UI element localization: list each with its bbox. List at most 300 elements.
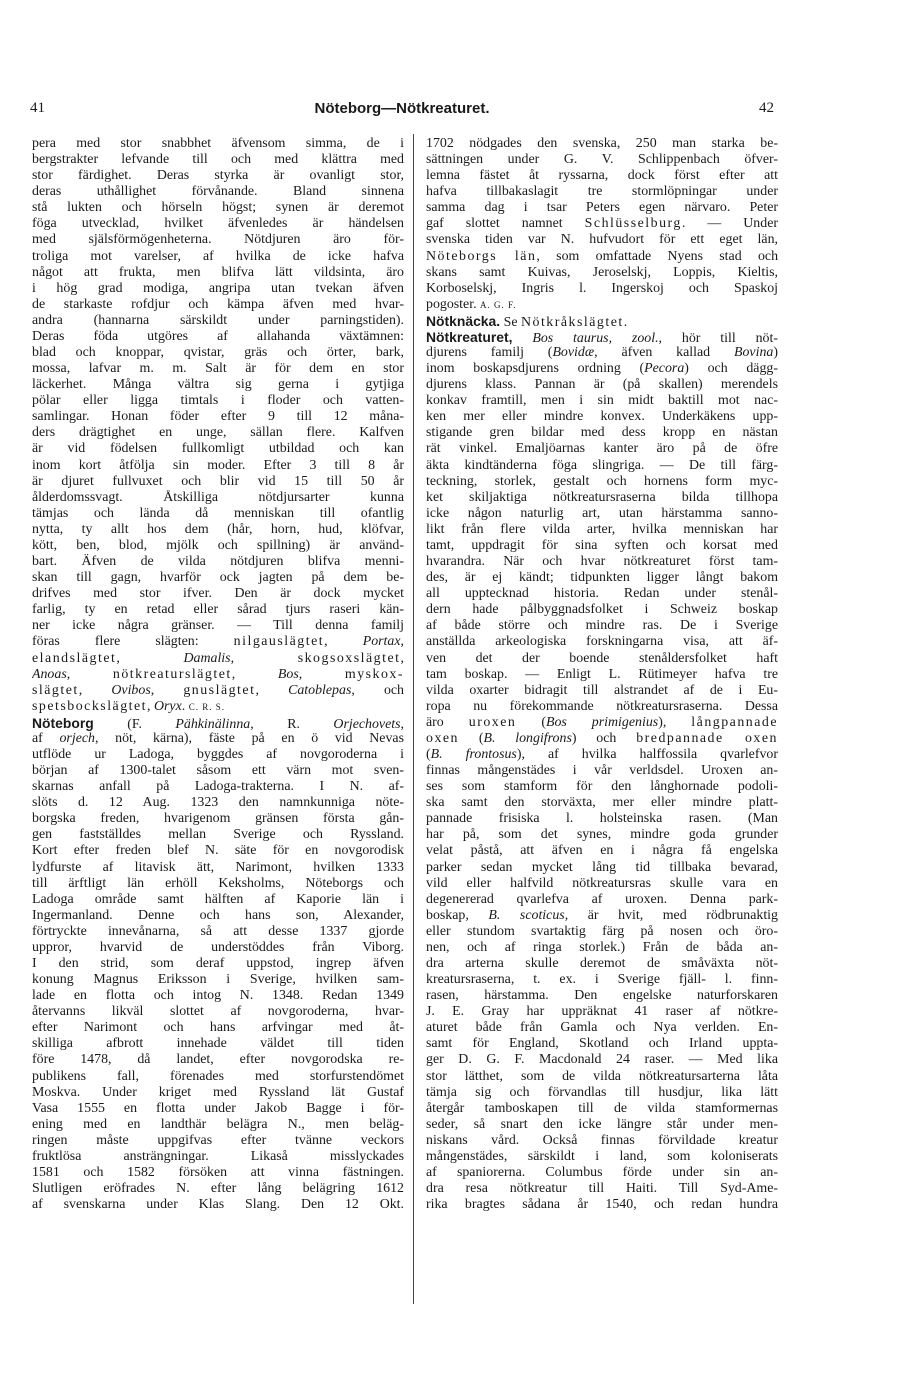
text-line bbox=[32, 1069, 404, 1085]
text-segment: långpannade bbox=[691, 714, 778, 730]
text-line bbox=[426, 747, 778, 763]
text-segment: Bos bbox=[277, 666, 299, 682]
text-segment: af svenskarna under Klas Slang. Den 12 Okt. bbox=[32, 1197, 404, 1213]
left-column bbox=[32, 136, 404, 1213]
text-segment: uppror, hvarvid de understöddes från Viborg. bbox=[32, 939, 404, 955]
text-segment: ), af hvilka halffossila qvarlefvor bbox=[516, 746, 778, 762]
text-segment: slöts d. 12 Aug. 1323 den namnkunniga nöte- bbox=[32, 795, 404, 811]
text-line bbox=[32, 843, 404, 859]
text-segment: äro bbox=[426, 714, 469, 730]
text-line bbox=[426, 506, 778, 522]
text-segment: , som omfattade Nyens stad och bbox=[536, 248, 778, 264]
text-line bbox=[426, 409, 778, 425]
text-line bbox=[426, 956, 778, 972]
text-line bbox=[426, 1085, 778, 1101]
text-segment: dra arterna skulle deremot de småväxta nöt- bbox=[426, 955, 778, 971]
text-line bbox=[32, 1101, 404, 1117]
text-segment: vilda oxarter bidragit till alstrandet af de i Eu- bbox=[426, 682, 778, 698]
text-segment: dra resa nötkreatur till Haiti. Till Syd-Ame- bbox=[426, 1181, 778, 1197]
text-line bbox=[32, 1197, 404, 1213]
text-segment: , bbox=[66, 666, 113, 682]
text-segment: ålderdomssvagt. Åtskilliga nötdjursarter kunna bbox=[32, 489, 404, 505]
text-line bbox=[32, 345, 404, 361]
text-segment: pera med stor snabbhet äfvensom simma, de i bbox=[32, 136, 404, 151]
text-segment: är djuret fullvuxet och blir vid 15 till 50 år bbox=[32, 473, 404, 489]
text-segment: kött, ben, blod, mjölk och spillning) är använd- bbox=[32, 537, 404, 553]
text-segment: hvarandra. När och hvar nötkreaturet först tam- bbox=[426, 554, 778, 570]
text-line bbox=[32, 522, 404, 538]
text-line bbox=[426, 361, 778, 377]
text-segment: samma dag i tsar Peters egen närvaro. Peter bbox=[426, 200, 778, 216]
text-line bbox=[426, 811, 778, 827]
text-segment: uroxen bbox=[468, 714, 517, 730]
text-line bbox=[426, 892, 778, 908]
text-segment: , bbox=[298, 666, 345, 682]
text-line bbox=[32, 184, 404, 200]
text-line bbox=[426, 586, 778, 602]
text-line bbox=[32, 168, 404, 184]
text-segment: B. longifrons bbox=[483, 730, 572, 746]
text-line bbox=[32, 683, 404, 699]
text-line bbox=[426, 216, 778, 232]
text-line bbox=[32, 570, 404, 586]
text-line bbox=[426, 554, 778, 570]
text-segment: parker sedan mycket lång tid tillbaka bevarad, bbox=[426, 859, 778, 875]
text-line bbox=[426, 345, 778, 361]
text-segment: Oryx bbox=[154, 698, 182, 714]
text-segment: djurens klass. Pannan är (på skallen) merendels bbox=[426, 377, 778, 393]
text-line bbox=[32, 988, 404, 1004]
text-segment: , bbox=[147, 698, 154, 714]
text-line bbox=[426, 795, 778, 811]
text-segment: konung Magnus Eriksson i Sverige, hvilken sam- bbox=[32, 972, 404, 988]
text-line bbox=[426, 168, 778, 184]
text-line bbox=[426, 313, 778, 329]
text-segment: Portax bbox=[362, 634, 401, 650]
text-segment: . bbox=[181, 698, 189, 714]
text-segment: slägtet bbox=[32, 682, 79, 698]
text-line bbox=[426, 651, 778, 667]
text-line bbox=[32, 586, 404, 602]
text-segment: Kort efter freden blef N. säte för en novgorodisk bbox=[32, 843, 404, 859]
text-segment: , bbox=[231, 666, 278, 682]
text-segment: troliga mot varelser, af hvilka de icke hafva bbox=[32, 248, 404, 264]
text-segment: , är hvit, med rödbrunaktig bbox=[564, 907, 778, 923]
text-segment: Ingermanland. Denne och hans son, Alexander, bbox=[32, 907, 404, 923]
text-line bbox=[32, 699, 404, 715]
text-line bbox=[426, 876, 778, 892]
text-line bbox=[426, 779, 778, 795]
entry-keyword: Nöteborg bbox=[32, 714, 94, 731]
text-segment: borgska freden, hvarigenom gränsen första gån- bbox=[32, 811, 404, 827]
text-segment: ( bbox=[426, 746, 431, 762]
text-segment: stå lukten och hörseln högst; synen är deremot bbox=[32, 200, 404, 216]
text-segment: pogoster. bbox=[426, 296, 481, 312]
text-line bbox=[32, 763, 404, 779]
text-line bbox=[426, 763, 778, 779]
text-line bbox=[32, 265, 404, 281]
text-segment: bergstrakter lefvande till och med klättra med bbox=[32, 152, 404, 168]
text-line bbox=[32, 329, 404, 345]
text-segment: spetsbockslägtet bbox=[32, 698, 148, 714]
text-segment: Bos primigenius bbox=[545, 714, 659, 730]
text-segment: gen fastställdes mellan Sverige och Ryssland. bbox=[32, 827, 404, 843]
text-segment: början af 1300-talet såsom ett värn mot sven- bbox=[32, 763, 404, 779]
text-segment: rika bragtes sådana år 1540, och redan hundra bbox=[426, 1197, 778, 1213]
text-line bbox=[426, 458, 778, 474]
text-segment: konkav framtill, men i sin midt baktill mot nac- bbox=[426, 393, 778, 409]
text-line bbox=[426, 843, 778, 859]
text-line bbox=[426, 281, 778, 297]
text-line bbox=[32, 232, 404, 248]
text-segment: läckerhet. Många vältra sig gerna i gytjiga bbox=[32, 377, 404, 393]
text-line bbox=[426, 618, 778, 634]
text-segment: ( bbox=[459, 730, 484, 746]
text-segment: publikens fall, förenades med storfurstendömet bbox=[32, 1068, 404, 1084]
text-segment: ), bbox=[658, 714, 692, 730]
author-signature: C. R. S. bbox=[188, 701, 225, 712]
text-segment: vild eller halfvild nötkreatursras skulle vara en bbox=[426, 875, 778, 891]
text-line bbox=[32, 297, 404, 313]
text-segment: ( bbox=[516, 714, 546, 730]
text-segment: Damalis bbox=[183, 650, 231, 666]
text-segment: myskox- bbox=[344, 666, 404, 682]
text-segment: . bbox=[623, 314, 628, 329]
text-segment: , bbox=[400, 634, 404, 650]
text-line bbox=[426, 699, 778, 715]
text-segment: (F. bbox=[93, 716, 176, 731]
text-segment: . — Under bbox=[681, 216, 778, 232]
text-line bbox=[426, 1052, 778, 1068]
text-segment: , bbox=[400, 650, 404, 666]
page-number-right: 42 bbox=[759, 100, 774, 116]
text-segment: ner icke några gränser. — Till denna familj bbox=[32, 618, 404, 634]
text-segment: inom kort åtfölja sin moder. Efter 3 till 8 år bbox=[32, 457, 404, 473]
text-segment: ening med en landthär belägra N., men beläg- bbox=[32, 1116, 404, 1132]
text-line bbox=[32, 409, 404, 425]
text-segment: pölar eller ligga timtals i floder och vatten- bbox=[32, 393, 404, 409]
text-line bbox=[426, 1004, 778, 1020]
text-segment: Bovina bbox=[734, 345, 774, 361]
text-segment: nen, och af ringa storlek.) Från de båda an- bbox=[426, 939, 778, 955]
text-line bbox=[32, 795, 404, 811]
text-line bbox=[426, 184, 778, 200]
text-segment: föras flere slägten: bbox=[32, 634, 234, 650]
text-segment: gaf slottet namnet bbox=[426, 216, 585, 232]
text-line bbox=[32, 313, 404, 329]
text-line bbox=[32, 602, 404, 618]
text-segment: , nöt, kärna), fäste på en ö vid Nevas bbox=[94, 730, 404, 746]
text-line bbox=[32, 940, 404, 956]
text-segment: nilgauslägtet bbox=[233, 634, 325, 650]
text-segment: samlingar. Honan föder efter 9 till 12 måna- bbox=[32, 409, 404, 425]
text-segment: Bos taurus, zool. bbox=[532, 330, 659, 346]
text-line bbox=[32, 249, 404, 265]
text-segment: lemna fästet åt ryssarna, dock först efter att bbox=[426, 168, 778, 184]
text-line bbox=[32, 1165, 404, 1181]
text-line bbox=[32, 136, 404, 152]
text-segment: ska samt den storväxta, mer eller mindre platt- bbox=[426, 795, 778, 811]
text-line bbox=[426, 393, 778, 409]
text-segment: Orjechovets bbox=[333, 716, 401, 731]
text-line bbox=[32, 956, 404, 972]
text-line bbox=[426, 1133, 778, 1149]
text-segment: I den strid, som deraf uppstod, ingrep äfven bbox=[32, 955, 404, 971]
text-segment: , bbox=[324, 634, 363, 650]
text-line bbox=[32, 908, 404, 924]
text-segment: finnas mångenstädes i vår verldsdel. Uroxen an- bbox=[426, 763, 778, 779]
text-line bbox=[426, 425, 778, 441]
text-segment: Moskva. Under kriget med Ryssland lät Gustaf bbox=[32, 1084, 404, 1100]
text-segment: äkta kindtänderna föga slingriga. — De till färg- bbox=[426, 457, 778, 473]
text-segment: anställda arkeologiska forskningarna visa, att äf- bbox=[426, 634, 778, 650]
text-segment: teckning, storlek, gestalt och hornens form myc- bbox=[426, 473, 778, 489]
text-line bbox=[32, 1149, 404, 1165]
text-segment: skogsoxslägtet bbox=[297, 650, 401, 666]
text-line bbox=[32, 715, 404, 731]
text-segment: bredpannade oxen bbox=[636, 730, 778, 746]
text-line bbox=[426, 1020, 778, 1036]
text-segment: , hör till nöt- bbox=[658, 330, 778, 346]
text-line bbox=[32, 200, 404, 216]
text-line bbox=[32, 506, 404, 522]
text-segment: lydfurste af litavisk ätt, Narimont, hvilken 1333 bbox=[32, 859, 404, 875]
text-line bbox=[426, 522, 778, 538]
text-segment: stor lätthet, som de vilda nötkreatursarterna låta bbox=[426, 1068, 778, 1084]
text-line bbox=[32, 458, 404, 474]
text-segment: 1702 nödgades den svenska, 250 man starka be- bbox=[426, 136, 778, 151]
page-header bbox=[30, 100, 774, 122]
text-segment: Nötkråkslägtet bbox=[520, 314, 624, 329]
text-line bbox=[426, 441, 778, 457]
text-segment: före 1478, då landet, efter novgorodska re- bbox=[32, 1052, 404, 1068]
text-segment: rasen, härstamma. Den engelske naturforskaren bbox=[426, 988, 778, 1004]
text-line bbox=[32, 827, 404, 843]
text-segment: ringen måste uppgifvas efter tvänne veckors bbox=[32, 1132, 404, 1148]
text-segment: pannade frisiska l. holsteinska rasen. (Man bbox=[426, 811, 778, 827]
text-segment: af bbox=[32, 730, 60, 746]
text-segment: Bovidæ bbox=[552, 345, 595, 361]
text-segment: eller stundom svartaktig färg på nosen och öro- bbox=[426, 923, 778, 939]
text-line bbox=[426, 377, 778, 393]
text-line bbox=[426, 474, 778, 490]
text-segment: ders drägtighet en unge, sällan flere. Kalfven bbox=[32, 425, 404, 441]
text-segment: , bbox=[78, 682, 112, 698]
text-segment: rät vinkel. Emaljöarnas kanter äro på de öfre bbox=[426, 441, 778, 457]
text-segment: skan till gagn, hvarför ock jagten på dem be- bbox=[32, 570, 404, 586]
text-segment: tamt, uppdragit för sina syften och korsat med bbox=[426, 537, 778, 553]
text-segment: ses som stamform för den långhornade podoli- bbox=[426, 779, 778, 795]
text-segment: till ärftligt län erhöll Keksholms, Nöteborgs och bbox=[32, 875, 404, 891]
text-segment: skilliga afbrott innehade väldet till tiden bbox=[32, 1036, 404, 1052]
text-segment: skans samt Kuivas, Jeroselskj, Loppis, Kieltis, bbox=[426, 264, 778, 280]
text-segment: återvanns likväl slottet af novgoroderna, hvar- bbox=[32, 1004, 404, 1020]
text-line bbox=[426, 136, 778, 152]
text-segment: degenererad qvarlefva af uroxen. Denna park- bbox=[426, 891, 778, 907]
text-line bbox=[426, 731, 778, 747]
text-segment: de starkaste rofdjur och kämpa äfven med hvar- bbox=[32, 296, 404, 312]
text-line bbox=[32, 474, 404, 490]
entry-keyword: Nötknäcka. bbox=[426, 312, 501, 329]
text-segment: efter Narimont och hans arfvingar med åt- bbox=[32, 1020, 404, 1036]
text-segment: Pähkinälinna bbox=[175, 716, 251, 731]
text-line bbox=[32, 1052, 404, 1068]
text-line bbox=[426, 232, 778, 248]
text-line bbox=[426, 667, 778, 683]
text-line bbox=[426, 988, 778, 1004]
text-line bbox=[426, 860, 778, 876]
text-segment: aturet både från Gamla och Nya verlden. En- bbox=[426, 1020, 778, 1036]
text-segment: återgår tamboskapen till de vilda stamformernas bbox=[426, 1100, 778, 1116]
text-line bbox=[32, 731, 404, 747]
text-segment: des, är ej kändt; tidpunkten ligger långt bakom bbox=[426, 570, 778, 586]
text-line bbox=[32, 361, 404, 377]
entry-keyword: Nötkreaturet, bbox=[426, 328, 513, 345]
text-segment: J. E. Gray har uppräknat 41 raser af nötkre- bbox=[426, 1004, 778, 1020]
text-line bbox=[426, 972, 778, 988]
text-line bbox=[32, 892, 404, 908]
right-column bbox=[426, 136, 778, 1213]
text-line bbox=[32, 393, 404, 409]
text-segment: ropa nu förekommande nötkreatursraserna. Dessa bbox=[426, 698, 778, 714]
text-segment: , äfven kallad bbox=[594, 345, 734, 361]
text-segment: Nöteborgs län bbox=[426, 248, 537, 264]
text-line bbox=[32, 747, 404, 763]
text-line bbox=[426, 634, 778, 650]
text-segment: Ladoga område samt hälften af Kaporie län i bbox=[32, 891, 404, 907]
text-line bbox=[32, 425, 404, 441]
text-line bbox=[426, 1117, 778, 1133]
text-segment: ) och dägg- bbox=[684, 361, 778, 377]
text-segment: Korboselskj, Ingris l. Ingerskoj och Spaskoj bbox=[426, 280, 778, 296]
text-segment: , bbox=[400, 716, 404, 731]
text-segment: , bbox=[230, 650, 298, 666]
text-segment: gnuslägtet bbox=[183, 682, 256, 698]
text-segment: all upptecknad historia. Redan under stenål- bbox=[426, 586, 778, 602]
text-segment: mossa, lafvar m. m. Salt är för dem en stor bbox=[32, 361, 404, 377]
text-segment: stigande gren bildar med dess kropp en nästan bbox=[426, 425, 778, 441]
text-segment: är vid födelsen fullkomligt utbildad och kan bbox=[32, 441, 404, 457]
text-segment: Se bbox=[500, 314, 521, 329]
text-line bbox=[32, 860, 404, 876]
text-line bbox=[32, 554, 404, 570]
text-segment: ven det der boende stenåldersfolket haft bbox=[426, 650, 778, 666]
text-segment: något att frukta, men blifva lätt vildsinta, äro bbox=[32, 264, 404, 280]
text-line bbox=[32, 634, 404, 650]
page-number-left: 41 bbox=[30, 100, 45, 116]
text-line bbox=[426, 1101, 778, 1117]
text-line bbox=[426, 538, 778, 554]
text-segment: icke någon naturlig art, utan härstamma sanno- bbox=[426, 505, 778, 521]
text-line bbox=[426, 249, 778, 265]
text-segment: tämjas och lända då menniskan till ofantlig bbox=[32, 505, 404, 521]
text-segment: ) och bbox=[571, 730, 637, 746]
text-segment: , bbox=[150, 682, 184, 698]
text-line bbox=[426, 490, 778, 506]
text-segment: ken mer eller mindre konvex. Underkäkens upp- bbox=[426, 409, 778, 425]
text-segment: , bbox=[116, 650, 184, 666]
text-segment: farlig, ty en retad eller sårad tjurs raseri kän- bbox=[32, 602, 404, 618]
text-segment: Catoblepas bbox=[288, 682, 352, 698]
text-line bbox=[426, 297, 778, 313]
text-segment: niskans vård. Också finnas förvildade kreatur bbox=[426, 1132, 778, 1148]
text-line bbox=[32, 1036, 404, 1052]
text-segment: boskap, bbox=[426, 907, 489, 923]
text-line bbox=[426, 924, 778, 940]
text-segment: samt för England, Skotland och Irland uppta- bbox=[426, 1036, 778, 1052]
text-segment: Anoas bbox=[32, 666, 67, 682]
text-segment: ) bbox=[773, 345, 778, 361]
text-segment: Vasa 1555 en flotta under Jakob Bagge i för- bbox=[32, 1100, 404, 1116]
text-line bbox=[426, 152, 778, 168]
column-divider bbox=[413, 134, 414, 1304]
text-line bbox=[426, 908, 778, 924]
text-segment: likt från flere vilda arter, hvilka menniskan har bbox=[426, 521, 778, 537]
text-segment bbox=[512, 331, 532, 345]
text-segment: velat påstå, att äfven en i några få engelska bbox=[426, 843, 778, 859]
text-segment: nötkreaturslägtet bbox=[112, 666, 232, 682]
text-line bbox=[426, 602, 778, 618]
text-line bbox=[32, 441, 404, 457]
text-segment: , och bbox=[351, 682, 404, 698]
text-line bbox=[426, 940, 778, 956]
text-segment: Ovibos bbox=[111, 682, 151, 698]
text-line bbox=[32, 811, 404, 827]
text-segment: Deras föda utgöres af allahanda växtämnen: bbox=[32, 328, 404, 344]
text-segment: 1581 och 1582 försöken att vinna fästningen. bbox=[32, 1165, 404, 1180]
text-segment: Schlüsselburg bbox=[584, 216, 682, 232]
text-segment: nytta, ty allt hos dem (hår, horn, hud, klöfvar, bbox=[32, 521, 404, 537]
text-line bbox=[426, 1069, 778, 1085]
text-line bbox=[426, 1197, 778, 1213]
text-line bbox=[32, 1117, 404, 1133]
text-line bbox=[426, 570, 778, 586]
text-line bbox=[32, 216, 404, 232]
text-segment: har på, som det synes, mindre goda grunder bbox=[426, 827, 778, 843]
text-segment: andra (hannarna särskildt under parningstiden). bbox=[32, 312, 404, 328]
text-line bbox=[32, 1181, 404, 1197]
text-segment: med själsförmögenheterna. Nötdjuren äro för- bbox=[32, 232, 404, 248]
text-line bbox=[426, 683, 778, 699]
text-line bbox=[32, 490, 404, 506]
text-line bbox=[32, 779, 404, 795]
text-segment: inom boskapsdjurens ordning ( bbox=[426, 361, 645, 377]
text-segment: utflöde ur Ladoga, byggdes af novgoroderna i bbox=[32, 746, 404, 762]
text-line bbox=[32, 377, 404, 393]
text-segment: stor färdighet. Deras styrka är ovanligt stor, bbox=[32, 168, 404, 184]
text-segment: , bbox=[255, 682, 289, 698]
text-line bbox=[32, 281, 404, 297]
running-title: Nöteborg—Nötkreaturet. bbox=[314, 100, 490, 117]
text-segment: förtryckte innevånarna, så att desse 1337 gjorde bbox=[32, 923, 404, 939]
text-line bbox=[426, 265, 778, 281]
text-line bbox=[32, 152, 404, 168]
text-line bbox=[426, 1165, 778, 1181]
text-line bbox=[32, 538, 404, 554]
text-segment: orjech bbox=[59, 730, 95, 746]
text-segment: B. scoticus bbox=[488, 907, 565, 923]
text-segment: i hög grad modiga, angripa utan tvekan äfven bbox=[32, 280, 404, 296]
text-segment: hafva tillbakaslagit tre stormlöpningar under bbox=[426, 184, 778, 200]
text-line bbox=[32, 1004, 404, 1020]
text-line bbox=[426, 1181, 778, 1197]
text-segment: seder, så snart den icke längre står under men- bbox=[426, 1116, 778, 1132]
text-line bbox=[426, 329, 778, 345]
text-segment: af spaniorerna. Columbus förde under sin an- bbox=[426, 1165, 778, 1180]
text-segment: ket skiljaktiga nötkreatursraserna bilda tillhopa bbox=[426, 489, 778, 505]
text-segment: svenska tiden var N. hufvudort för ett eget län, bbox=[426, 232, 778, 248]
text-line bbox=[32, 876, 404, 892]
